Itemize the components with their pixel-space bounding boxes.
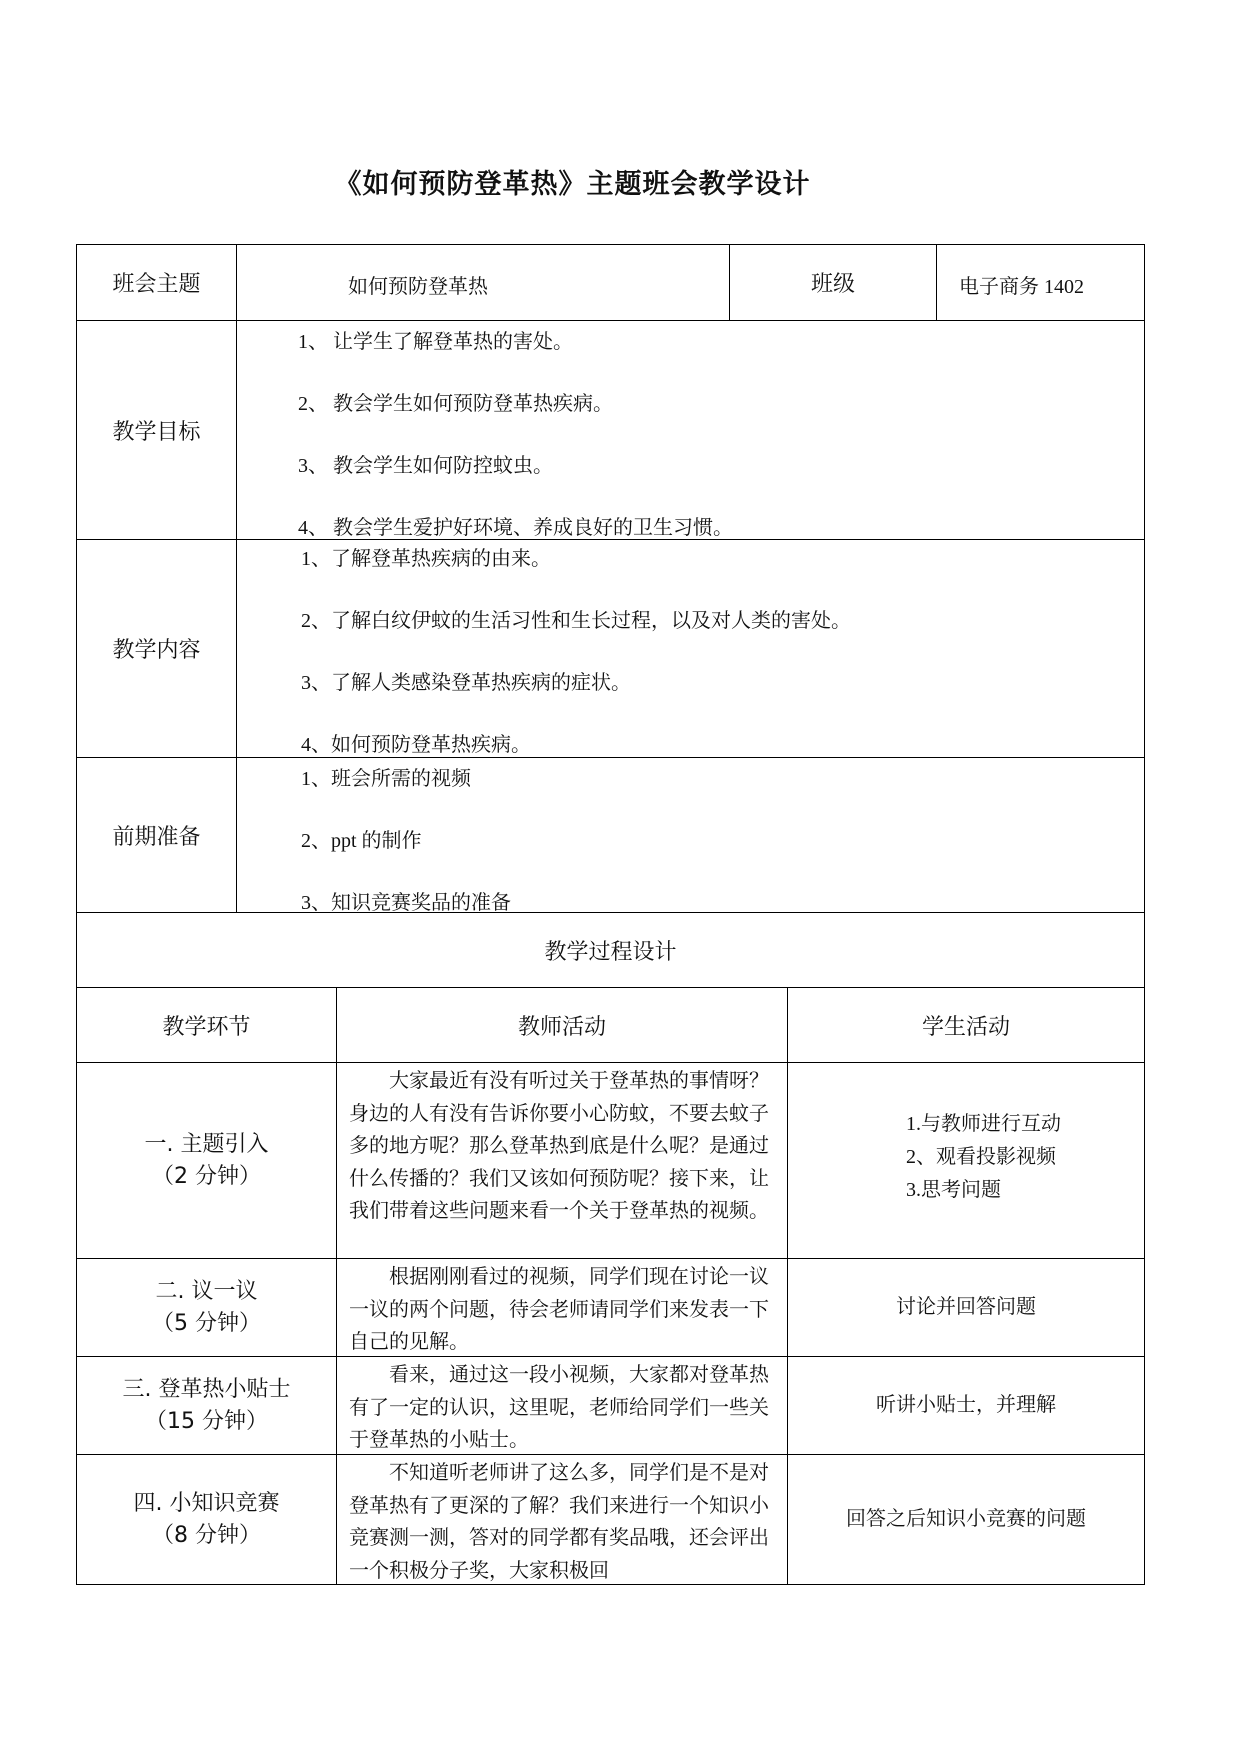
preparation-item: 3、知识竞赛奖品的准备 — [301, 892, 511, 913]
process-heading-cell — [76, 912, 1145, 988]
student-activity-cell — [787, 1454, 1145, 1585]
column-header-stage — [76, 987, 337, 1063]
teacher-activity-cell — [336, 1258, 788, 1357]
preparation-item: 1、班会所需的视频 — [301, 768, 471, 790]
stage-name: 四. 小知识竞赛 — [133, 1490, 280, 1516]
teacher-activity-text: 根据刚刚看过的视频，同学们现在讨论一议一议的两个问题，待会老师请同学们来发表一下自己的见解。 — [349, 1266, 769, 1353]
stage-duration: （5 分钟） — [152, 1310, 261, 1336]
teacher-activity-cell — [336, 1062, 788, 1259]
objectives-label: 教学目标 — [112, 419, 201, 445]
teacher-activity-text: 看来，通过这一段小视频，大家都对登革热有了一定的认识，这里呢，老师给同学们一些关于登革热的小贴士。 — [349, 1364, 769, 1451]
student-activity-item: 3.思考问题 — [906, 1179, 1001, 1201]
student-activity-cell — [787, 1062, 1145, 1259]
stage-cell — [76, 1356, 337, 1455]
column-header-label: 教师活动 — [517, 1014, 606, 1040]
topic-label-cell — [76, 244, 237, 321]
stage-duration: （15 分钟） — [145, 1408, 268, 1434]
column-header-label: 学生活动 — [921, 1014, 1010, 1040]
class-label: 班级 — [810, 272, 855, 297]
teacher-activity-text: 大家最近有没有听过关于登革热的事情呀？身边的人有没有告诉你要小心防蚊，不要去蚊子多的地方呢？那么登革热到底是什么呢？是通过什么传播的？我们又该如何预防呢？接下来，让我们带着这些问题来看一个关于登革热的视频。 — [349, 1070, 769, 1222]
content-item: 4、如何预防登革热疾病。 — [301, 734, 531, 756]
student-activity-item: 2、观看投影视频 — [906, 1146, 1056, 1168]
objective-item: 1、 让学生了解登革热的害处。 — [298, 331, 573, 353]
preparation-item: 2、ppt 的制作 — [301, 830, 422, 852]
class-value-cell — [936, 244, 1145, 321]
stage-name: 一. 主题引入 — [144, 1131, 269, 1157]
stage-duration: （8 分钟） — [152, 1522, 261, 1548]
topic-label: 班会主题 — [112, 272, 201, 297]
student-activity-item: 回答之后知识小竞赛的问题 — [846, 1508, 1086, 1530]
content-item: 3、了解人类感染登革热疾病的症状。 — [301, 672, 631, 694]
content-label: 教学内容 — [112, 638, 201, 663]
teacher-activity-cell — [336, 1454, 788, 1585]
student-activity-item: 听讲小贴士，并理解 — [876, 1394, 1056, 1416]
student-activity-cell — [787, 1258, 1145, 1357]
topic-value: 如何预防登革热 — [348, 276, 488, 298]
objectives-label-cell — [76, 320, 237, 540]
content-label-cell — [76, 539, 237, 758]
student-activity-cell — [787, 1356, 1145, 1455]
teacher-activity-cell — [336, 1356, 788, 1455]
stage-cell — [76, 1258, 337, 1357]
column-header-teacher — [336, 987, 788, 1063]
document-title: 《如何预防登革热》主题班会教学设计 — [334, 169, 811, 200]
objective-item: 3、 教会学生如何防控蚊虫。 — [298, 455, 553, 477]
objective-item: 2、 教会学生如何预防登革热疾病。 — [298, 393, 613, 415]
content-item: 1、了解登革热疾病的由来。 — [301, 548, 551, 570]
stage-name: 二. 议一议 — [155, 1278, 258, 1304]
preparation-label-cell — [76, 757, 237, 913]
topic-value-cell — [236, 244, 730, 321]
class-label-cell — [729, 244, 937, 321]
objective-item: 4、 教会学生爱护好环境、养成良好的卫生习惯。 — [298, 517, 733, 539]
stage-name: 三. 登革热小贴士 — [122, 1376, 291, 1402]
student-activity-item: 讨论并回答问题 — [896, 1296, 1036, 1318]
teacher-activity-text: 不知道听老师讲了这么多，同学们是不是对登革热有了更深的了解？我们来进行一个知识小竞赛测一测，答对的同学都有奖品哦，还会评出一个积极分子奖，大家积极回 — [349, 1462, 769, 1582]
column-header-label: 教学环节 — [162, 1014, 251, 1040]
stage-cell — [76, 1454, 337, 1585]
stage-cell — [76, 1062, 337, 1259]
preparation-label: 前期准备 — [112, 824, 201, 850]
process-heading: 教学过程设计 — [544, 939, 677, 965]
objectives-cell — [236, 320, 1145, 540]
class-value: 电子商务 1402 — [959, 276, 1084, 298]
column-header-student — [787, 987, 1145, 1063]
content-item: 2、了解白纹伊蚊的生活习性和生长过程，以及对人类的害处。 — [301, 610, 851, 632]
student-activity-item: 1.与教师进行互动 — [906, 1113, 1061, 1135]
preparation-cell — [236, 757, 1145, 913]
content-cell — [236, 539, 1145, 758]
stage-duration: （2 分钟） — [152, 1163, 261, 1189]
